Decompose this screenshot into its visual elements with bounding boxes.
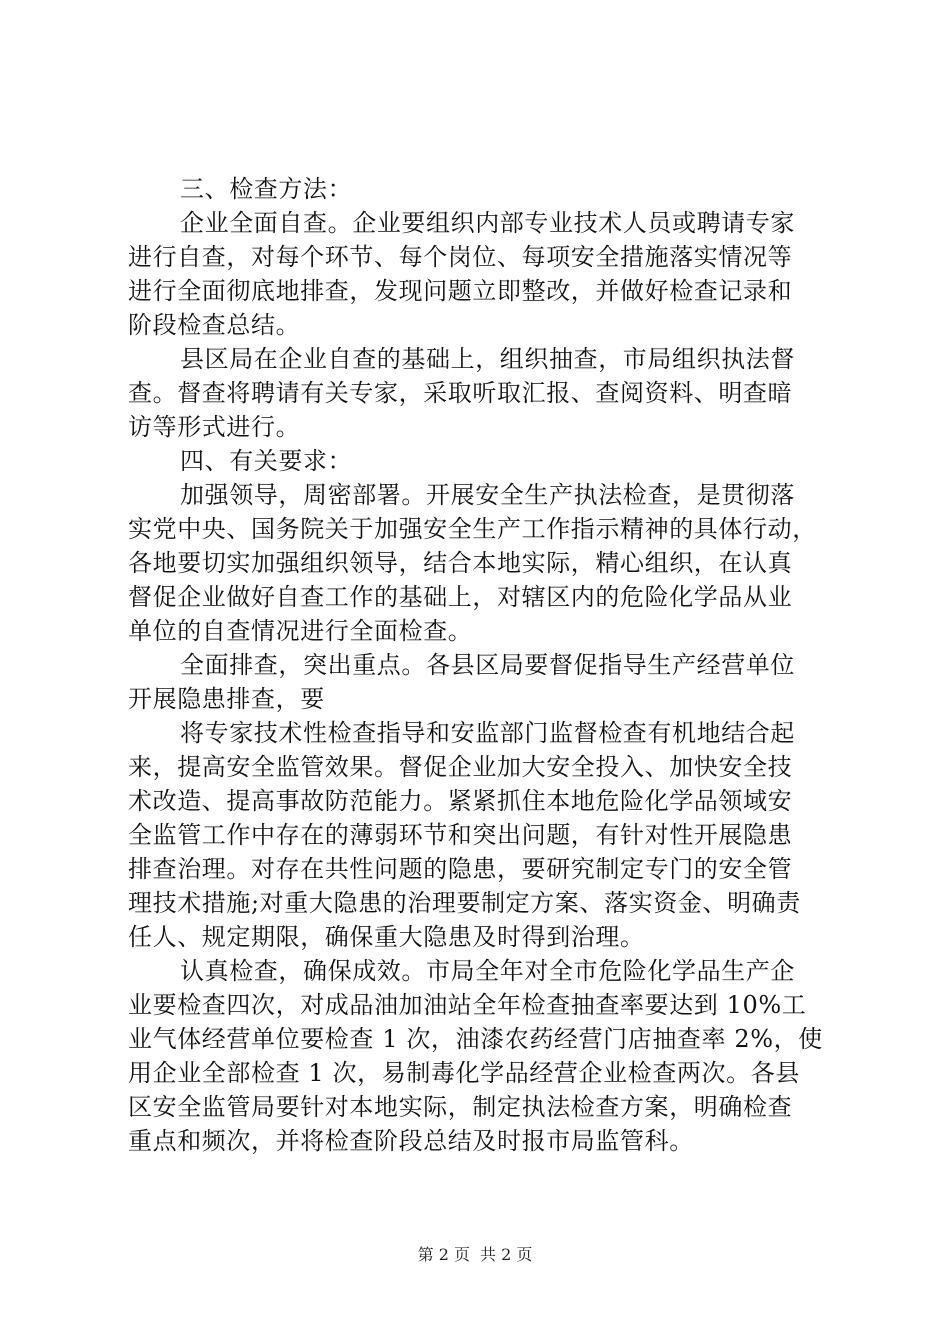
paragraph-line: 重点和频次，并将检查阶段总结及时报市局监管科。 (128, 1127, 694, 1155)
paragraph-line: 排查治理。对存在共性问题的隐患，要研究制定专门的安全管 (128, 855, 793, 883)
paragraph-line: 理技术措施;对重大隐患的治理要制定方案、落实资金、明确责 (128, 889, 801, 917)
page-number-total: 共 2 页 (480, 1245, 533, 1264)
paragraph-line: 业气体经营单位要检查 1 次，油漆农药经营门店抽查率 2%，使 (128, 1025, 823, 1053)
paragraph-line: 用企业全部检查 1 次，易制毒化学品经营企业检查两次。各县 (128, 1059, 800, 1087)
paragraph-line: 全监管工作中存在的薄弱环节和突出问题，有针对性开展隐患 (128, 821, 793, 849)
paragraph-line: 实党中央、国务院关于加强安全生产工作指示精神的具体行动， (128, 515, 817, 543)
paragraph-line: 单位的自查情况进行全面检查。 (128, 617, 473, 645)
paragraph-line: 督促企业做好自查工作的基础上，对辖区内的危险化学品从业 (128, 583, 793, 611)
paragraph-line: 术改造、提高事故防范能力。紧紧抓住本地危险化学品领域安 (128, 787, 793, 815)
paragraph-line: 开展隐患排查，要 (128, 685, 325, 713)
paragraph-line: 任人、规定期限，确保重大隐患及时得到治理。 (128, 923, 645, 951)
paragraph-line: 全面排查，突出重点。各县区局要督促指导生产经营单位 (180, 651, 795, 679)
document-body (128, 172, 833, 1158)
paragraph-line: 来，提高安全监管效果。督促企业加大安全投入、加快安全技 (128, 753, 793, 781)
paragraph-line: 查。督查将聘请有关专家，采取听取汇报、查阅资料、明查暗 (128, 379, 793, 407)
page-footer (0, 1245, 950, 1265)
paragraph-line: 各地要切实加强组织领导，结合本地实际，精心组织，在认真 (128, 549, 793, 577)
paragraph-line: 县区局在企业自查的基础上，组织抽查，市局组织执法督 (180, 345, 795, 373)
paragraph-line: 阶段检查总结。 (128, 311, 301, 339)
section-heading-requirements: 四、有关要求： (180, 447, 353, 475)
paragraph-line: 加强领导，周密部署。开展安全生产执法检查，是贯彻落 (180, 481, 795, 509)
paragraph-line: 将专家技术性检查指导和安监部门监督检查有机地结合起 (180, 719, 795, 747)
paragraph-line: 进行自查，对每个环节、每个岗位、每项安全措施落实情况等 (128, 243, 793, 271)
paragraph-line: 区安全监管局要针对本地实际，制定执法检查方案，明确检查 (128, 1093, 793, 1121)
section-heading-methods: 三、检查方法： (180, 175, 353, 203)
paragraph-line: 企业全面自查。企业要组织内部专业技术人员或聘请专家 (180, 209, 795, 237)
paragraph-line: 访等形式进行。 (128, 413, 301, 441)
paragraph-line: 业要检查四次，对成品油加油站全年检查抽查率要达到 10%工 (128, 991, 807, 1019)
paragraph-line: 进行全面彻底地排查，发现问题立即整改，并做好检查记录和 (128, 277, 793, 305)
paragraph-line: 认真检查，确保成效。市局全年对全市危险化学品生产企 (180, 957, 795, 985)
page-number-current: 第 2 页 (417, 1245, 470, 1264)
